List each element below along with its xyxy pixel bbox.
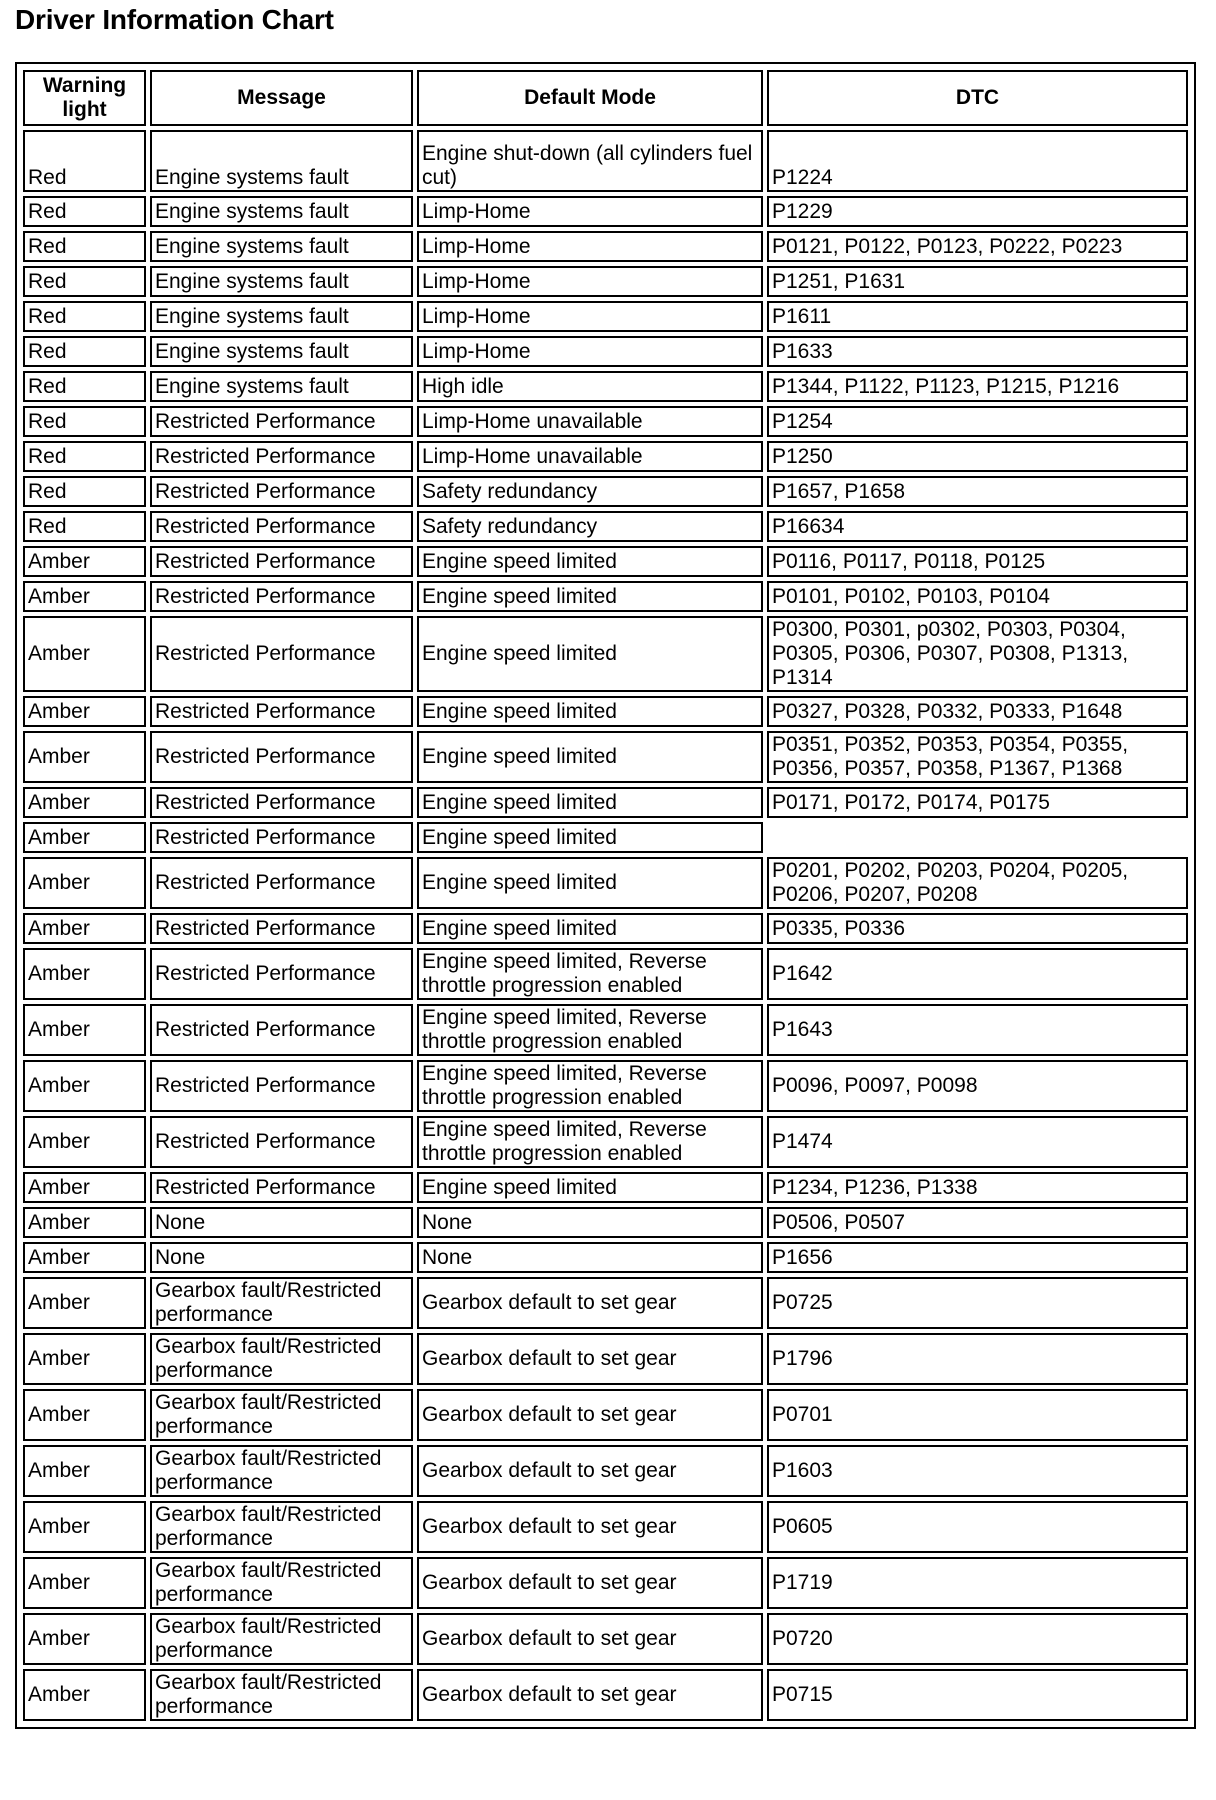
cell-dtc: P0201, P0202, P0203, P0204, P0205, P0206, P0207, P0208 bbox=[767, 857, 1188, 909]
cell-dtc: P0327, P0328, P0332, P0333, P1648 bbox=[767, 696, 1188, 727]
cell-default-mode: Gearbox default to set gear bbox=[417, 1445, 763, 1497]
table-row bbox=[23, 822, 1188, 853]
cell-dtc: P1474 bbox=[767, 1116, 1188, 1168]
table-row bbox=[23, 1557, 1188, 1609]
table-row bbox=[23, 1172, 1188, 1203]
page-title: Driver Information Chart bbox=[15, 4, 334, 35]
cell-message: Gearbox fault/Restricted performance bbox=[150, 1557, 413, 1609]
cell-warning-light: Amber bbox=[23, 1389, 146, 1441]
cell-dtc: P1229 bbox=[767, 196, 1188, 227]
cell-dtc: P1657, P1658 bbox=[767, 476, 1188, 507]
cell-default-mode: Gearbox default to set gear bbox=[417, 1333, 763, 1385]
cell-message: Restricted Performance bbox=[150, 731, 413, 783]
cell-dtc: P16634 bbox=[767, 511, 1188, 542]
table-row bbox=[23, 266, 1188, 297]
cell-dtc: P0171, P0172, P0174, P0175 bbox=[767, 787, 1188, 818]
driver-information-table bbox=[19, 66, 1192, 1725]
cell-dtc: P0506, P0507 bbox=[767, 1207, 1188, 1238]
table-row bbox=[23, 1389, 1188, 1441]
cell-message: Gearbox fault/Restricted performance bbox=[150, 1613, 413, 1665]
cell-warning-light: Amber bbox=[23, 696, 146, 727]
cell-dtc: P1224 bbox=[767, 130, 1188, 192]
cell-message: Engine systems fault bbox=[150, 371, 413, 402]
cell-dtc: P0335, P0336 bbox=[767, 913, 1188, 944]
cell-dtc: P1633 bbox=[767, 336, 1188, 367]
cell-default-mode: Gearbox default to set gear bbox=[417, 1613, 763, 1665]
cell-warning-light: Red bbox=[23, 231, 146, 262]
cell-warning-light: Amber bbox=[23, 1242, 146, 1273]
cell-default-mode: Engine speed limited bbox=[417, 696, 763, 727]
cell-warning-light: Amber bbox=[23, 1060, 146, 1112]
cell-dtc: P1643 bbox=[767, 1004, 1188, 1056]
cell-dtc: P1344, P1122, P1123, P1215, P1216 bbox=[767, 371, 1188, 402]
cell-message: Restricted Performance bbox=[150, 1172, 413, 1203]
cell-warning-light: Red bbox=[23, 266, 146, 297]
cell-warning-light: Amber bbox=[23, 857, 146, 909]
table-row bbox=[23, 196, 1188, 227]
cell-dtc: P0101, P0102, P0103, P0104 bbox=[767, 581, 1188, 612]
cell-message: Engine systems fault bbox=[150, 301, 413, 332]
table-row bbox=[23, 1333, 1188, 1385]
cell-message: Restricted Performance bbox=[150, 696, 413, 727]
cell-dtc: P1254 bbox=[767, 406, 1188, 437]
header-row bbox=[23, 70, 1188, 126]
cell-message: Restricted Performance bbox=[150, 1004, 413, 1056]
cell-default-mode: Engine speed limited, Reverse throttle progression enabled bbox=[417, 1060, 763, 1112]
table-row bbox=[23, 476, 1188, 507]
table-row bbox=[23, 441, 1188, 472]
cell-warning-light: Red bbox=[23, 406, 146, 437]
table-row bbox=[23, 406, 1188, 437]
header-message: Message bbox=[150, 70, 413, 126]
cell-message: None bbox=[150, 1207, 413, 1238]
cell-warning-light: Amber bbox=[23, 1557, 146, 1609]
table-row bbox=[23, 1060, 1188, 1112]
table-row bbox=[23, 1501, 1188, 1553]
cell-warning-light: Amber bbox=[23, 1004, 146, 1056]
table-row bbox=[23, 1207, 1188, 1238]
cell-warning-light: Amber bbox=[23, 1116, 146, 1168]
cell-dtc: P0725 bbox=[767, 1277, 1188, 1329]
cell-warning-light: Amber bbox=[23, 731, 146, 783]
cell-message: Restricted Performance bbox=[150, 511, 413, 542]
cell-dtc: P0720 bbox=[767, 1613, 1188, 1665]
cell-default-mode: Gearbox default to set gear bbox=[417, 1669, 763, 1721]
cell-message: Restricted Performance bbox=[150, 913, 413, 944]
cell-default-mode: Limp-Home bbox=[417, 231, 763, 262]
header-dtc: DTC bbox=[767, 70, 1188, 126]
cell-default-mode: Engine shut-down (all cylinders fuel cut) bbox=[417, 130, 763, 192]
table-row bbox=[23, 546, 1188, 577]
cell-default-mode: Engine speed limited bbox=[417, 546, 763, 577]
cell-dtc: P1642 bbox=[767, 948, 1188, 1000]
table-row bbox=[23, 371, 1188, 402]
header-default-mode: Default Mode bbox=[417, 70, 763, 126]
cell-default-mode: Safety redundancy bbox=[417, 476, 763, 507]
cell-warning-light: Amber bbox=[23, 581, 146, 612]
cell-warning-light: Amber bbox=[23, 913, 146, 944]
cell-message: Restricted Performance bbox=[150, 546, 413, 577]
table-row bbox=[23, 787, 1188, 818]
table-row bbox=[23, 301, 1188, 332]
cell-dtc: P1603 bbox=[767, 1445, 1188, 1497]
table-row bbox=[23, 1613, 1188, 1665]
cell-default-mode: Limp-Home bbox=[417, 266, 763, 297]
cell-default-mode: Safety redundancy bbox=[417, 511, 763, 542]
cell-default-mode: Limp-Home unavailable bbox=[417, 441, 763, 472]
cell-dtc: P0300, P0301, p0302, P0303, P0304, P0305, P0306, P0307, P0308, P1313, P1314 bbox=[767, 616, 1188, 692]
cell-default-mode: Engine speed limited bbox=[417, 1172, 763, 1203]
cell-dtc bbox=[767, 822, 1188, 853]
cell-warning-light: Amber bbox=[23, 1277, 146, 1329]
cell-default-mode: Engine speed limited, Reverse throttle progression enabled bbox=[417, 1116, 763, 1168]
table-row bbox=[23, 1004, 1188, 1056]
cell-warning-light: Amber bbox=[23, 1501, 146, 1553]
cell-message: Gearbox fault/Restricted performance bbox=[150, 1333, 413, 1385]
cell-default-mode: Gearbox default to set gear bbox=[417, 1277, 763, 1329]
cell-message: Gearbox fault/Restricted performance bbox=[150, 1501, 413, 1553]
cell-warning-light: Red bbox=[23, 301, 146, 332]
cell-warning-light: Red bbox=[23, 511, 146, 542]
cell-message: Gearbox fault/Restricted performance bbox=[150, 1669, 413, 1721]
cell-message: Engine systems fault bbox=[150, 196, 413, 227]
cell-warning-light: Amber bbox=[23, 948, 146, 1000]
cell-message: Restricted Performance bbox=[150, 1060, 413, 1112]
table-body bbox=[23, 130, 1188, 1721]
cell-dtc: P0605 bbox=[767, 1501, 1188, 1553]
table-row bbox=[23, 696, 1188, 727]
cell-default-mode: Gearbox default to set gear bbox=[417, 1501, 763, 1553]
table-row bbox=[23, 948, 1188, 1000]
table-row bbox=[23, 1277, 1188, 1329]
cell-dtc: P0715 bbox=[767, 1669, 1188, 1721]
cell-warning-light: Red bbox=[23, 336, 146, 367]
cell-message: Engine systems fault bbox=[150, 336, 413, 367]
cell-warning-light: Amber bbox=[23, 1207, 146, 1238]
table-row bbox=[23, 231, 1188, 262]
table-row bbox=[23, 511, 1188, 542]
cell-dtc: P1796 bbox=[767, 1333, 1188, 1385]
cell-default-mode: High idle bbox=[417, 371, 763, 402]
header-warning-light: Warning light bbox=[23, 70, 146, 126]
cell-default-mode: Engine speed limited bbox=[417, 581, 763, 612]
cell-dtc: P1719 bbox=[767, 1557, 1188, 1609]
cell-dtc: P0121, P0122, P0123, P0222, P0223 bbox=[767, 231, 1188, 262]
cell-message: Engine systems fault bbox=[150, 266, 413, 297]
cell-warning-light: Amber bbox=[23, 1172, 146, 1203]
cell-message: Gearbox fault/Restricted performance bbox=[150, 1389, 413, 1441]
cell-default-mode: Engine speed limited, Reverse throttle progression enabled bbox=[417, 948, 763, 1000]
cell-message: Restricted Performance bbox=[150, 441, 413, 472]
cell-message: Engine systems fault bbox=[150, 130, 413, 192]
table-row bbox=[23, 1669, 1188, 1721]
cell-warning-light: Amber bbox=[23, 787, 146, 818]
table-row bbox=[23, 1445, 1188, 1497]
cell-message: Gearbox fault/Restricted performance bbox=[150, 1277, 413, 1329]
cell-message: Restricted Performance bbox=[150, 616, 413, 692]
table-row bbox=[23, 336, 1188, 367]
cell-message: None bbox=[150, 1242, 413, 1273]
cell-message: Engine systems fault bbox=[150, 231, 413, 262]
cell-warning-light: Amber bbox=[23, 1333, 146, 1385]
table-row bbox=[23, 581, 1188, 612]
cell-warning-light: Red bbox=[23, 441, 146, 472]
cell-default-mode: None bbox=[417, 1242, 763, 1273]
cell-dtc: P1611 bbox=[767, 301, 1188, 332]
cell-default-mode: Engine speed limited bbox=[417, 616, 763, 692]
cell-message: Gearbox fault/Restricted performance bbox=[150, 1445, 413, 1497]
cell-default-mode: Gearbox default to set gear bbox=[417, 1557, 763, 1609]
cell-dtc: P0701 bbox=[767, 1389, 1188, 1441]
cell-default-mode: Engine speed limited bbox=[417, 822, 763, 853]
cell-message: Restricted Performance bbox=[150, 822, 413, 853]
table-row bbox=[23, 857, 1188, 909]
cell-warning-light: Amber bbox=[23, 1669, 146, 1721]
cell-default-mode: Engine speed limited, Reverse throttle progression enabled bbox=[417, 1004, 763, 1056]
cell-warning-light: Red bbox=[23, 371, 146, 402]
cell-default-mode: Engine speed limited bbox=[417, 787, 763, 818]
table-row bbox=[23, 1242, 1188, 1273]
cell-default-mode: Limp-Home bbox=[417, 196, 763, 227]
cell-dtc: P1250 bbox=[767, 441, 1188, 472]
cell-dtc: P0351, P0352, P0353, P0354, P0355, P0356, P0357, P0358, P1367, P1368 bbox=[767, 731, 1188, 783]
cell-default-mode: Engine speed limited bbox=[417, 913, 763, 944]
cell-dtc: P0096, P0097, P0098 bbox=[767, 1060, 1188, 1112]
cell-default-mode: Limp-Home bbox=[417, 336, 763, 367]
cell-warning-light: Amber bbox=[23, 546, 146, 577]
cell-message: Restricted Performance bbox=[150, 1116, 413, 1168]
cell-default-mode: Engine speed limited bbox=[417, 857, 763, 909]
table-row bbox=[23, 731, 1188, 783]
cell-default-mode: Limp-Home unavailable bbox=[417, 406, 763, 437]
cell-default-mode: Engine speed limited bbox=[417, 731, 763, 783]
cell-message: Restricted Performance bbox=[150, 948, 413, 1000]
cell-message: Restricted Performance bbox=[150, 581, 413, 612]
cell-warning-light: Amber bbox=[23, 1613, 146, 1665]
table-row bbox=[23, 1116, 1188, 1168]
cell-warning-light: Red bbox=[23, 476, 146, 507]
cell-message: Restricted Performance bbox=[150, 406, 413, 437]
table-row bbox=[23, 616, 1188, 692]
cell-default-mode: None bbox=[417, 1207, 763, 1238]
cell-warning-light: Amber bbox=[23, 616, 146, 692]
cell-message: Restricted Performance bbox=[150, 476, 413, 507]
table-row bbox=[23, 913, 1188, 944]
table-row bbox=[23, 130, 1188, 192]
cell-warning-light: Amber bbox=[23, 822, 146, 853]
cell-default-mode: Limp-Home bbox=[417, 301, 763, 332]
cell-dtc: P0116, P0117, P0118, P0125 bbox=[767, 546, 1188, 577]
cell-default-mode: Gearbox default to set gear bbox=[417, 1389, 763, 1441]
cell-warning-light: Amber bbox=[23, 1445, 146, 1497]
cell-dtc: P1656 bbox=[767, 1242, 1188, 1273]
cell-warning-light: Red bbox=[23, 196, 146, 227]
cell-dtc: P1251, P1631 bbox=[767, 266, 1188, 297]
cell-message: Restricted Performance bbox=[150, 787, 413, 818]
cell-warning-light: Red bbox=[23, 130, 146, 192]
cell-message: Restricted Performance bbox=[150, 857, 413, 909]
cell-dtc: P1234, P1236, P1338 bbox=[767, 1172, 1188, 1203]
table-frame bbox=[15, 62, 1196, 1729]
